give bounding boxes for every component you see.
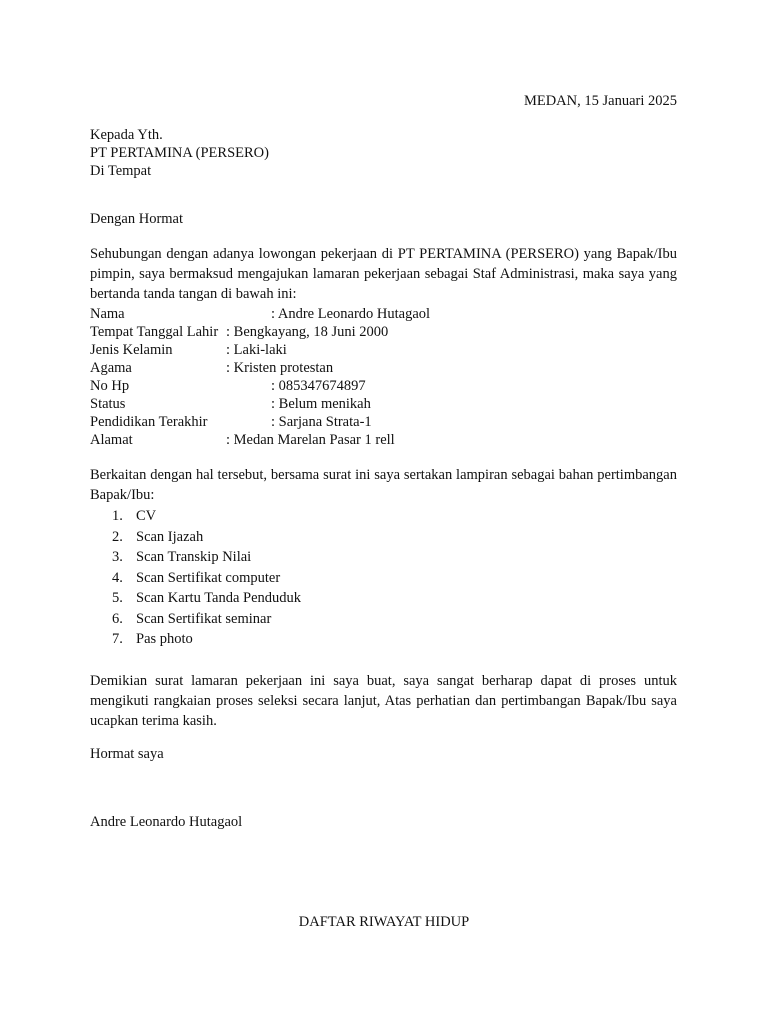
identity-value: : 085347674897	[271, 378, 366, 394]
identity-label: Jenis Kelamin	[90, 342, 173, 358]
list-item: Pas photo	[136, 631, 193, 647]
list-item: Scan Sertifikat seminar	[136, 611, 272, 627]
identity-value: : Sarjana Strata-1	[271, 414, 372, 430]
list-item-number: 7.	[112, 631, 123, 647]
list-item-number: 1.	[112, 508, 123, 524]
list-item: Scan Transkip Nilai	[136, 549, 252, 565]
list-item: CV	[136, 508, 157, 524]
date-line: MEDAN, 15 Januari 2025	[523, 93, 677, 109]
closing-paragraph: Demikian surat lamaran pekerjaan ini saya buat, saya sangat berharap dapat di proses untuk mengikuti rangkaian proses seleksi secara lanjut, Atas perhatian dan pertimbangan Bapak/Ibu saya ucapkan terima kasih.	[90, 673, 677, 729]
identity-value: : Belum menikah	[271, 396, 371, 412]
recipient-line-2: PT PERTAMINA (PERSERO)	[90, 145, 269, 161]
identity-value: : Laki-laki	[226, 342, 287, 358]
recipient-line-1: Kepada Yth.	[90, 127, 163, 143]
list-item-number: 4.	[112, 570, 123, 586]
identity-label: Nama	[90, 306, 125, 322]
next-section-heading: DAFTAR RIWAYAT HIDUP	[298, 914, 470, 930]
identity-label: Pendidikan Terakhir	[90, 414, 208, 430]
signoff: Hormat saya	[90, 746, 164, 762]
list-item: Scan Kartu Tanda Penduduk	[136, 590, 302, 606]
signature-name: Andre Leonardo Hutagaol	[90, 814, 243, 830]
attachment-intro-paragraph: Berkaitan dengan hal tersebut, bersama surat ini saya sertakan lampiran sebagai bahan pertimbangan Bapak/Ibu:	[90, 467, 677, 503]
identity-label: No Hp	[90, 378, 130, 394]
list-item: Scan Ijazah	[136, 529, 204, 545]
list-item-number: 3.	[112, 549, 123, 565]
identity-value: : Kristen protestan	[226, 360, 334, 376]
identity-value: : Bengkayang, 18 Juni 2000	[226, 324, 389, 340]
recipient-line-3: Di Tempat	[90, 163, 152, 179]
identity-label: Tempat Tanggal Lahir	[90, 324, 219, 340]
list-item: Scan Sertifikat computer	[136, 570, 281, 586]
greeting: Dengan Hormat	[90, 211, 184, 227]
list-item-number: 6.	[112, 611, 123, 627]
identity-value: : Andre Leonardo Hutagaol	[271, 306, 431, 322]
list-item-number: 2.	[112, 529, 123, 545]
list-item-number: 5.	[112, 590, 123, 606]
identity-label: Status	[90, 396, 126, 412]
intro-paragraph: Sehubungan dengan adanya lowongan pekerjaan di PT PERTAMINA (PERSERO) yang Bapak/Ibu pimpin, saya bermaksud mengajukan lamaran pekerjaan sebagai Staf Administrasi, maka saya yang bertanda tanda tangan di bawah ini:	[90, 246, 677, 302]
identity-label: Agama	[90, 360, 132, 376]
identity-label: Alamat	[90, 432, 133, 448]
identity-value: : Medan Marelan Pasar 1 rell	[226, 432, 395, 448]
